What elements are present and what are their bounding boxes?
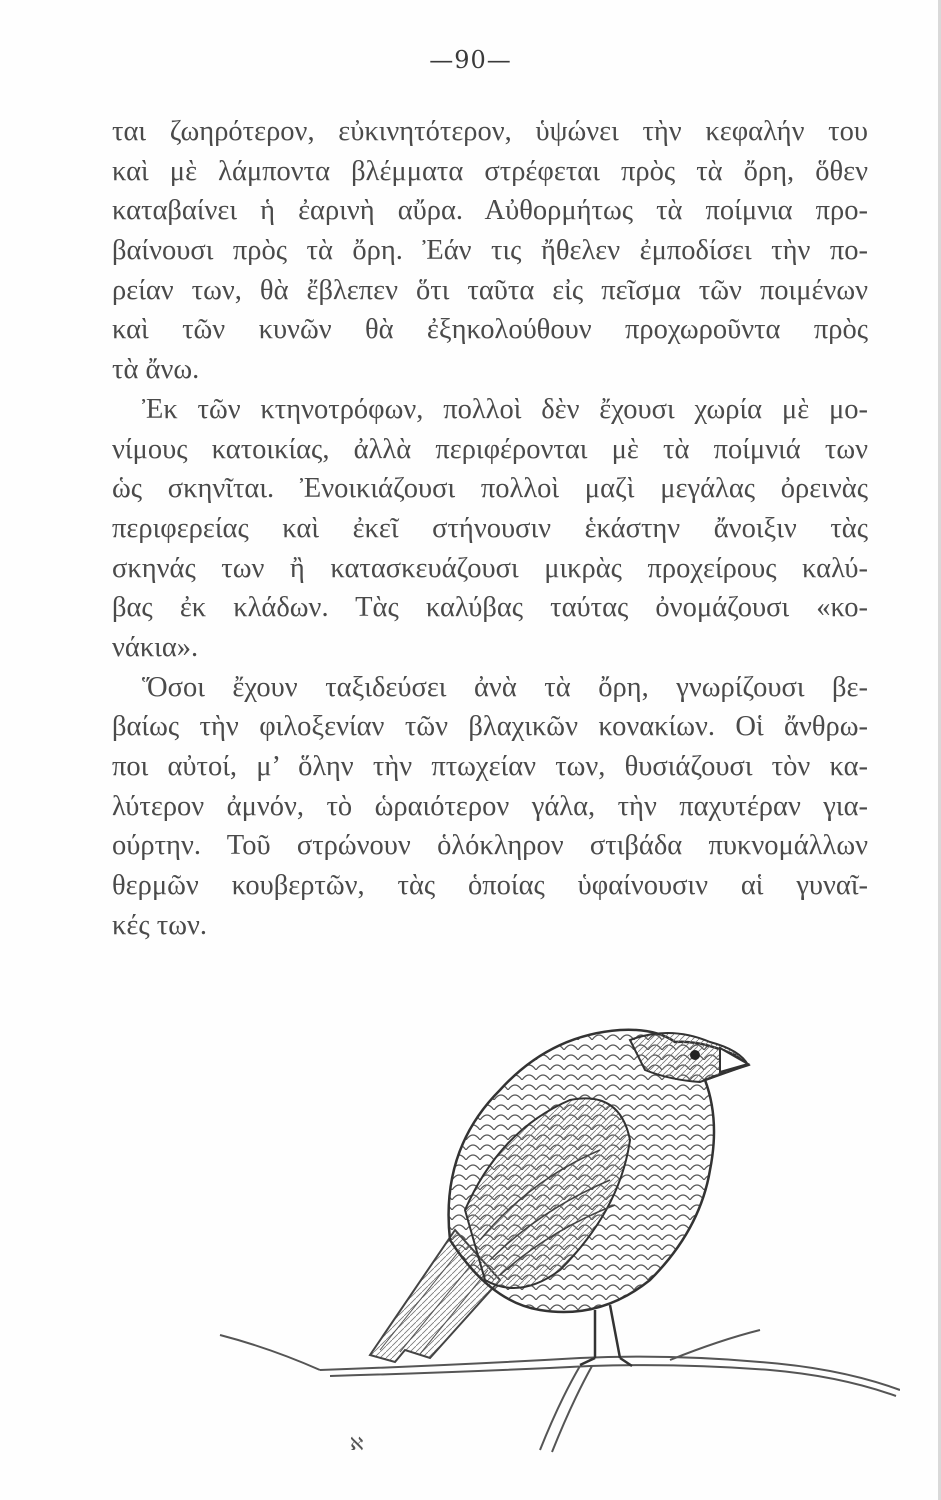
bird-engraving <box>200 980 900 1480</box>
page-number: —90— <box>429 46 512 74</box>
text-line: βαίως τὴν φιλοξενίαν τῶν βλαχικῶν κονακίων. Οἱ ἄνθρω- <box>112 711 868 743</box>
text-line: ρείαν των, θὰ ἔβλεπεν ὅτι ταῦτα εἰς πεῖσμα τῶν ποιμένων <box>112 274 868 306</box>
text-line: καὶ μὲ λάμποντα βλέμματα στρέφεται πρὸς τὰ ὄρη, ὅθεν <box>112 155 868 187</box>
bird-body <box>449 1030 748 1366</box>
text-line: σκηνάς των ἢ κατασκευάζουσι μικρὰς προχείρους καλύ- <box>112 552 868 584</box>
text-line: Ἐκ τῶν κτηνοτρόφων, πολλοὶ δὲν ἔχουσι χωρία μὲ μο- <box>142 393 868 425</box>
paragraph <box>112 390 868 668</box>
paragraph <box>112 668 868 946</box>
text-line: καὶ τῶν κυνῶν θὰ ἐξηκολούθουν προχωροῦντα πρὸς <box>112 314 868 346</box>
text-line: βας ἐκ κλάδων. Τὰς καλύβας ταύτας ὀνομάζουσι «κο- <box>112 592 868 624</box>
text-line: ποι αὐτοί, μ’ ὅλην τὴν πτωχείαν των, θυσιάζουσι τὸν κα- <box>112 751 868 782</box>
text-line: νάκια». <box>112 631 199 663</box>
text-line: κές των. <box>112 909 207 941</box>
text-line: περιφερείας καὶ ἐκεῖ στήνουσιν ἑκάστην ἄνοιξιν τὰς <box>112 512 868 544</box>
text-line: νίμους κατοικίας, ἀλλὰ περιφέρονται μὲ τὰ ποίμνιά των <box>112 433 868 465</box>
text-line: Ὅσοι ἔχουν ταξιδεύσει ἀνὰ τὰ ὄρη, γνωρίζουσι βε- <box>142 671 868 703</box>
body-text <box>112 112 868 945</box>
paragraph <box>112 112 868 390</box>
branch <box>220 1330 900 1452</box>
engraver-signature: ℵ <box>350 1434 364 1455</box>
text-line: τὰ ἄνω. <box>112 354 200 386</box>
text-line: ται ζωηρότερον, εὐκινητότερον, ὑψώνει τὴν κεφαλήν του <box>112 116 868 147</box>
bird-illustration <box>200 980 900 1480</box>
text-line: λύτερον ἀμνόν, τὸ ὡραιότερον γάλα, τὴν παχυτέραν για- <box>112 790 868 822</box>
text-line: καταβαίνει ἡ ἐαρινὴ αὔρα. Αὐθορμήτως τὰ ποίμνια προ- <box>112 195 868 227</box>
text-line: θερμῶν κουβερτῶν, τὰς ὁποίας ὑφαίνουσιν αἱ γυναῖ- <box>112 870 868 902</box>
eye-icon <box>690 1050 700 1060</box>
text-line: βαίνουσι πρὸς τὰ ὄρη. Ἐάν τις ἤθελεν ἐμποδίσει τὴν πο- <box>112 235 868 267</box>
text-line: ὡς σκηνῖται. Ἐνοικιάζουσι πολλοὶ μαζὶ μεγάλας ὀρεινὰς <box>112 473 868 505</box>
text-line: ούρτην. Τοῦ στρώνουν ὁλόκληρον στιβάδα πυκνομάλλων <box>112 830 868 862</box>
